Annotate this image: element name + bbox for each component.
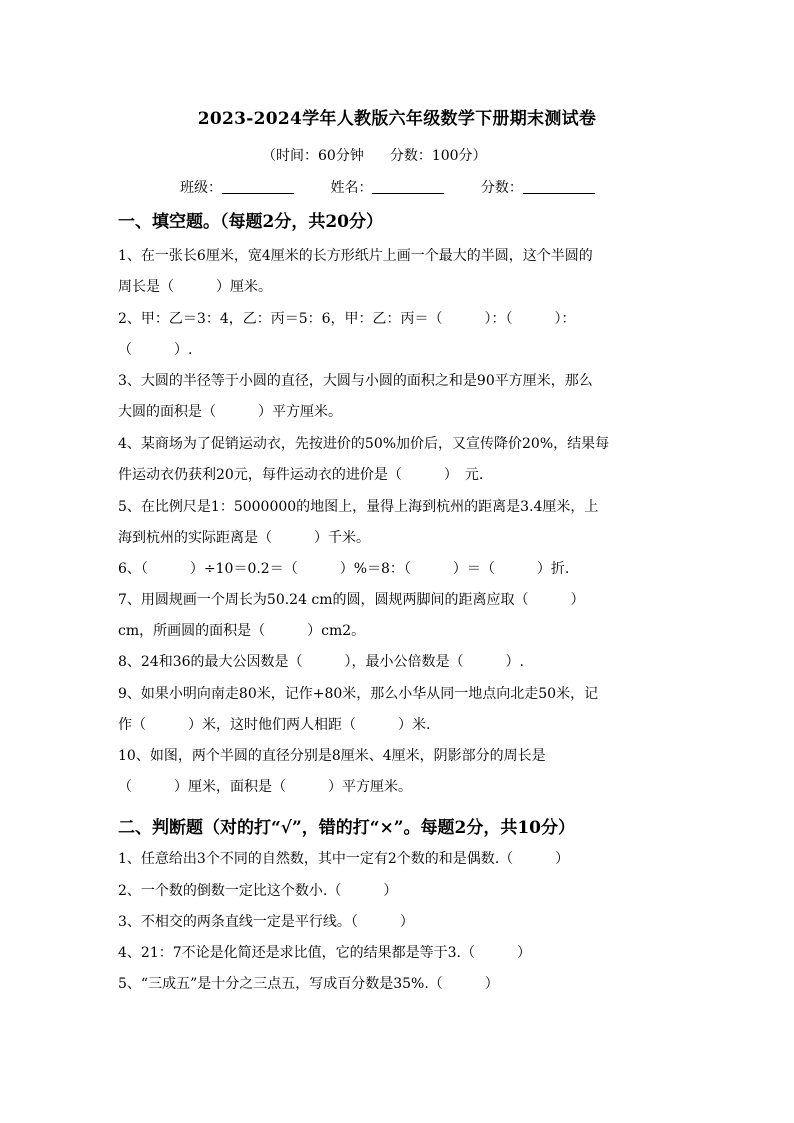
section-fill-blank-heading: 一、填空题。（每题2分，共20分） (118, 212, 383, 232)
section-true-false-heading: 二、判断题（对的打“√”，错的打“×”。每题2分，共10分） (118, 818, 576, 838)
fill-question-1: 1、在一张长6厘米，宽4厘米的长方形纸片上画一个最大的半圆，这个半圆的 周长是（ ）厘米。 (118, 248, 593, 295)
name-blank[interactable] (372, 179, 444, 194)
fill-question-5: 5、在比例尺是1：5000000的地图上，量得上海到杭州的距离是3.4厘米，上 海到杭州的实际距离是（ ）千米。 (118, 499, 599, 546)
fill-question-2: 2、甲：乙＝3：4，乙：丙＝5：6，甲：乙：丙＝（ ）：（ ）： （ ）. (118, 311, 576, 358)
time-info: （时间：60分钟 (262, 148, 364, 164)
exam-title: 2023-2024学年人教版六年级数学下册期末测试卷 (197, 109, 597, 129)
fill-question-6: 6、（ ）÷10＝0.2＝（ ）%＝8：（ ）＝（ ）折. (118, 561, 570, 577)
student-info-fields (180, 177, 627, 197)
exam-meta (262, 145, 487, 165)
score-field: 分数： (481, 177, 595, 197)
fill-question-4: 4、某商场为了促销运动衣，先按进价的50%加价后，又宣传降价20%，结果每 件运动衣仍获利20元，每件运动衣的进价是（ ） 元. (118, 436, 610, 483)
fill-question-7: 7、用圆规画一个周长为50.24 cm的圆，圆规两脚间的距离应取（ ） cm，所画圆的面积是（ ）cm2。 (118, 592, 585, 639)
tf-question-2: 2、一个数的倒数一定比这个数小.（ ） (118, 883, 398, 899)
fill-question-8: 8、24和36的最大公因数是（ ），最小公倍数是（ ）. (118, 654, 524, 670)
name-field: 姓名： (330, 177, 444, 197)
tf-question-5: 5、“三成五”是十分之三点五，写成百分数是35%.（ ） (118, 976, 499, 992)
tf-question-1: 1、任意给出3个不同的自然数，其中一定有2个数的和是偶数.（ ） (118, 851, 570, 867)
fill-question-3: 3、大圆的半径等于小圆的直径，大圆与小圆的面积之和是90平方厘米，那么 大圆的面积是（ ）平方厘米。 (118, 373, 593, 420)
fill-question-10: 10、如图，两个半圆的直径分别是8厘米、4厘米，阴影部分的周长是 （ ）厘米，面积是（ ）平方厘米。 (118, 748, 546, 795)
class-blank[interactable] (222, 179, 294, 194)
score-blank[interactable] (523, 179, 595, 194)
tf-question-4: 4、21：7不论是化简还是求比值，它的结果都是等于3.（ ） (118, 945, 531, 961)
class-field: 班级： (180, 177, 294, 197)
tf-question-3: 3、不相交的两条直线一定是平行线。（ ） (118, 914, 414, 930)
fill-question-9: 9、如果小明向南走80米，记作+80米，那么小华从同一地点向北走50米，记 作（ ）米，这时他们两人相距（ ）米. (118, 686, 599, 733)
total-score-info: 分数：100分） (389, 148, 487, 164)
